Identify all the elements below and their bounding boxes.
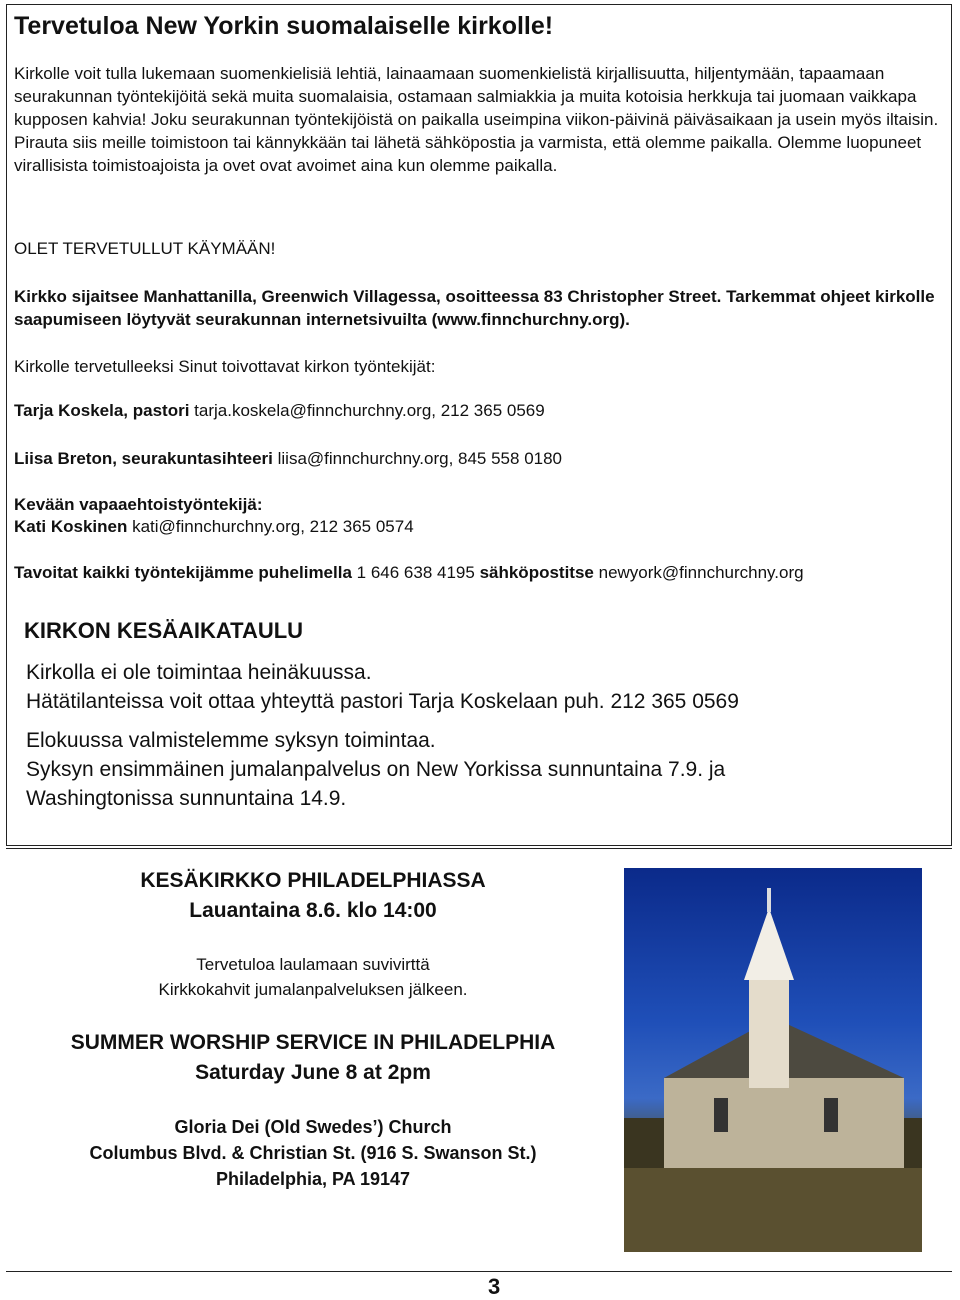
summer-schedule-heading: KIRKON KESÄAIKATAULU — [24, 618, 304, 643]
philly-heading: KESÄKIRKKO PHILADELPHIASSA — [140, 869, 486, 892]
english-date: Saturday June 8 at 2pm — [195, 1061, 431, 1084]
staff-volunteer — [14, 517, 414, 537]
church-name: Gloria Dei (Old Swedes’) Church — [174, 1117, 452, 1137]
staff-intro: Kirkolle tervetulleeksi Sinut toivottavat kirkon työntekijät: — [14, 357, 436, 376]
contact-all-line — [14, 563, 804, 583]
summer-line-1: Kirkolla ei ole toimintaa heinäkuussa. — [26, 661, 372, 684]
staff-pastor — [14, 401, 545, 421]
philly-date: Lauantaina 8.6. klo 14:00 — [189, 899, 437, 922]
summer-line-4: Syksyn ensimmäinen jumalanpalvelus on New Yorkissa sunnuntaina 7.9. ja — [26, 758, 726, 781]
church-photo — [624, 868, 922, 1252]
staff-pastor-contact: tarja.koskela@finnchurchny.org, 212 365 0569 — [194, 401, 545, 420]
philadelphia-block — [10, 866, 616, 1192]
church-illustration — [624, 868, 922, 1252]
staff-secretary — [14, 449, 562, 469]
summer-line-5: Washingtonissa sunnuntaina 14.9. — [26, 787, 347, 810]
philly-welcome: Tervetuloa laulamaan suvivirttä — [196, 955, 430, 974]
location-paragraph: Kirkko sijaitsee Manhattanilla, Greenwich Villagessa, osoitteessa 83 Christopher Street. Tarkemmat ohjeet kirkolle saapumiseen löytyvät seurakunnan internetsivuilta (www.finnchurchny.org). — [14, 287, 935, 329]
english-heading: SUMMER WORSHIP SERVICE IN PHILADELPHIA — [70, 1031, 556, 1054]
staff-volunteer-name: Kati Koskinen — [14, 517, 128, 536]
staff-volunteer-contact: kati@finnchurchny.org, 212 365 0574 — [132, 517, 414, 536]
staff-secretary-name: Liisa Breton, seurakuntasihteeri — [14, 449, 273, 468]
page-title: Tervetuloa New Yorkin suomalaiselle kirkolle! — [14, 12, 554, 40]
welcome-line: OLET TERVETULLUT KÄYMÄÄN! — [14, 239, 276, 258]
summer-line-3: Elokuussa valmistelemme syksyn toimintaa. — [26, 729, 436, 752]
summer-line-2: Hätätilanteissa voit ottaa yhteyttä pastori Tarja Koskelaan puh. 212 365 0569 — [26, 690, 739, 713]
contact-all-phone: 1 646 638 4195 — [356, 563, 475, 582]
church-city: Philadelphia, PA 19147 — [215, 1169, 411, 1189]
contact-all-email: newyork@finnchurchny.org — [598, 563, 804, 582]
volunteer-role: Kevään vapaaehtoistyöntekijä: — [14, 495, 263, 514]
intro-paragraph: Kirkolle voit tulla lukemaan suomenkielisiä lehtiä, lainaamaan suomenkielistä kirjallisuutta, hiljentymään, tapaamaan seurakunnan työntekijöitä sekä muita suomalaisia, ostamaan salmiakkia ja muita kotoisia herkkuja tai juomaan vaikkapa kupposen kahvia! Joku seurakunnan työntekijöistä on paikalla useimpina viikon-päivinä päiväsaikaan ja usein myös iltaisin. Pirauta siis meille toimistoon tai kännykkään tai lähetä sähköpostia ja varmista, että olemme paikalla. Olemme luopuneet virallisista toimistoajoista ja ovet ovat avoimet aina kun olemme paikalla. — [14, 64, 939, 175]
contact-all-phone-label: Tavoitat kaikki työntekijämme puhelimella — [14, 563, 352, 582]
philly-coffee: Kirkkokahvit jumalanpalveluksen jälkeen. — [158, 980, 468, 999]
church-street: Columbus Blvd. & Christian St. (916 S. Swanson St.) — [89, 1143, 537, 1163]
staff-pastor-name: Tarja Koskela, pastori — [14, 401, 190, 420]
staff-secretary-contact: liisa@finnchurchny.org, 845 558 0180 — [277, 449, 563, 468]
page-number: 3 — [488, 1274, 501, 1299]
contact-all-email-label: sähköpostitse — [479, 563, 594, 582]
